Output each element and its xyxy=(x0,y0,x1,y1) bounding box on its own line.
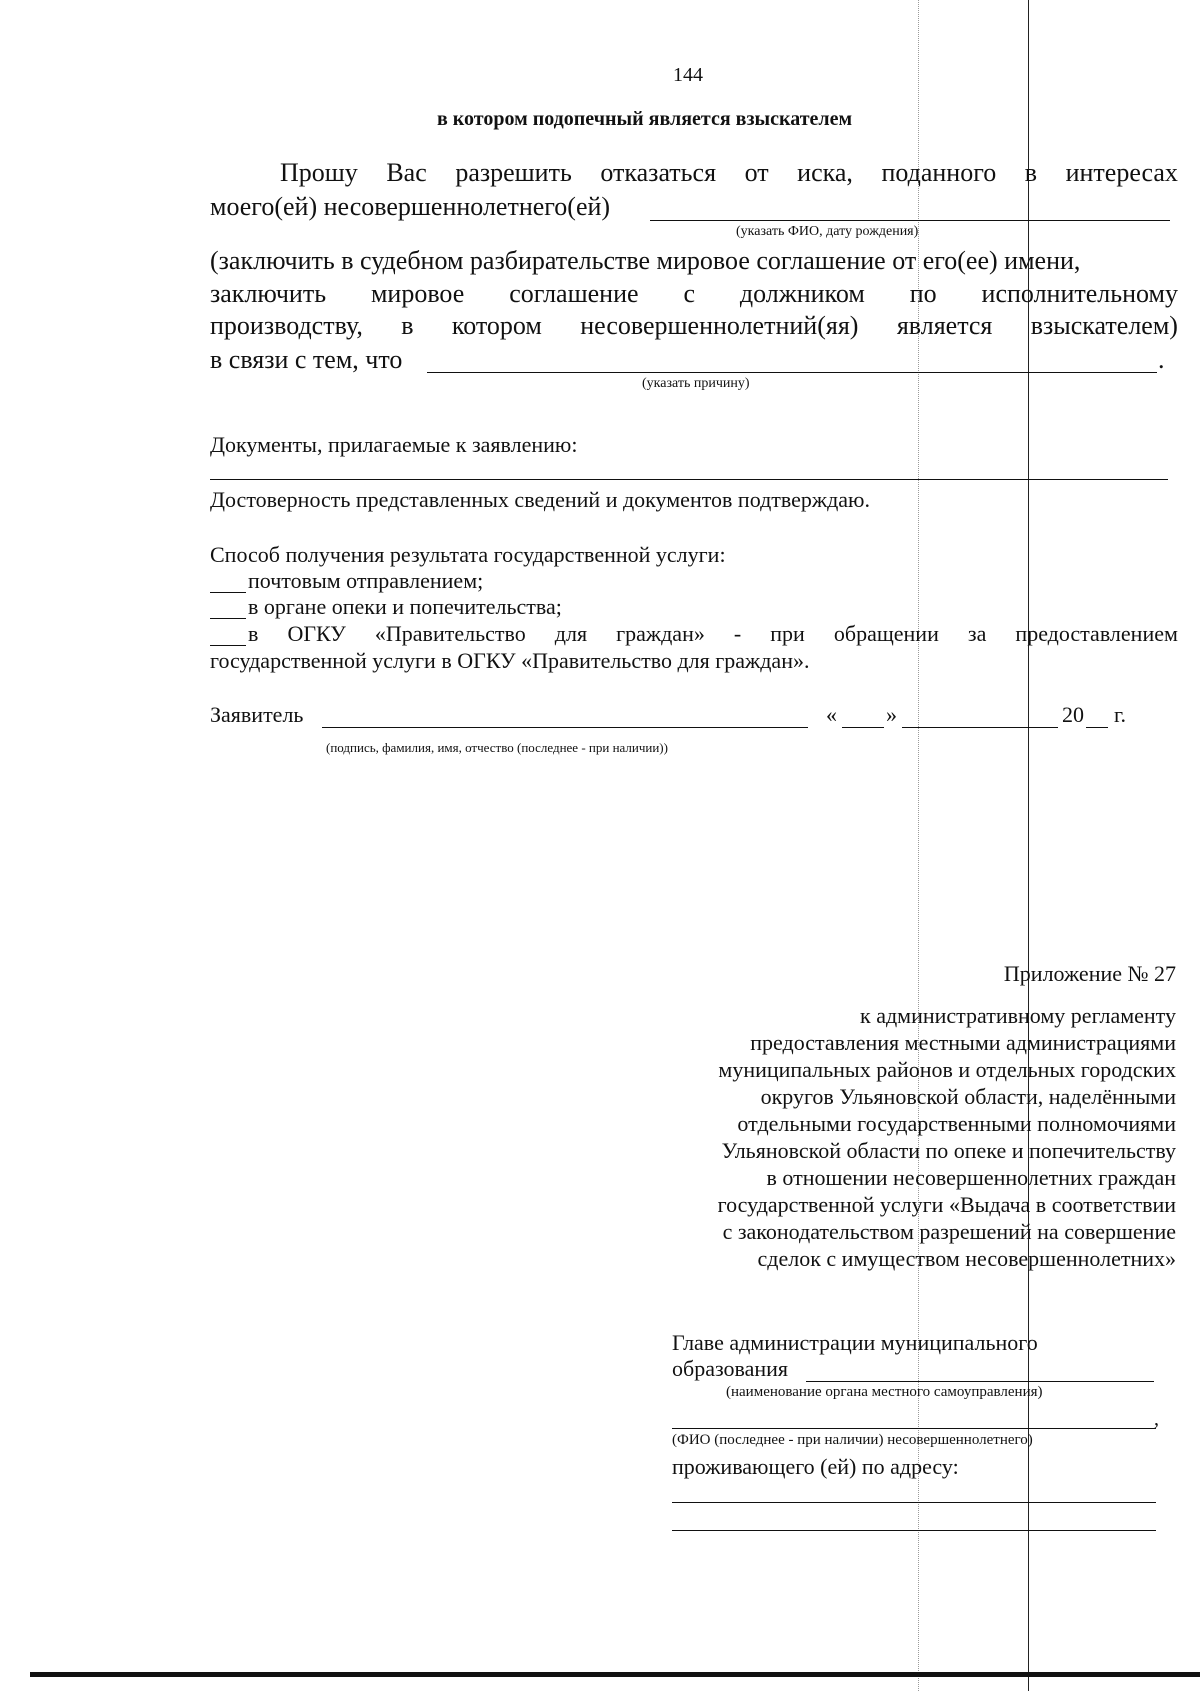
appendix-line-4: округов Ульяновской области, наделёнными xyxy=(760,1084,1176,1109)
appendix-line-10: сделок с имуществом несовершеннолетних» xyxy=(757,1246,1176,1271)
caption-reason: (указать причину) xyxy=(642,376,750,391)
date-year-prefix: 20 xyxy=(1062,702,1084,727)
scan-bottom-border xyxy=(30,1672,1200,1677)
checkbox-blank-guardianship[interactable] xyxy=(210,618,246,619)
request-line-3: (заключить в судебном разбирательстве мировое соглашение от его(ее) имени, xyxy=(210,246,1081,275)
signature-caption: (подпись, фамилия, имя, отчество (последнее - при наличии)) xyxy=(326,740,668,755)
address-blank-line-2[interactable] xyxy=(672,1530,1156,1531)
request-line-6-period: . xyxy=(1158,345,1165,374)
date-quote-close: » xyxy=(886,702,897,727)
checkbox-blank-mail[interactable] xyxy=(210,592,246,593)
reason-blank-line[interactable] xyxy=(427,372,1157,373)
request-line-5: производству, в котором несовершеннолетний(яя) является взыскателем) xyxy=(210,311,1178,340)
fio-minor-blank-line[interactable] xyxy=(672,1428,1156,1429)
delivery-option-guardianship: в органе опеки и попечительства; xyxy=(248,594,562,619)
appendix-line-7: в отношении несовершеннолетних граждан xyxy=(766,1165,1176,1190)
request-line-6: в связи с тем, что xyxy=(210,345,403,374)
appendix-line-1: к административному регламенту xyxy=(860,1003,1176,1028)
delivery-option-ogku-line2: государственной услуги в ОГКУ «Правительство для граждан». xyxy=(210,648,810,673)
request-line-4: заключить мировое соглашение с должником по исполнительному xyxy=(210,279,1178,308)
section-heading: в котором подопечный является взыскателем xyxy=(437,108,853,130)
addressee-line-1: Главе администрации муниципального xyxy=(672,1330,1038,1355)
caption-fio-dob: (указать ФИО, дату рождения) xyxy=(736,224,919,239)
checkbox-blank-ogku[interactable] xyxy=(210,645,246,646)
documents-label: Документы, прилагаемые к заявлению: xyxy=(210,432,578,457)
delivery-option-ogku: в ОГКУ «Правительство для граждан» - при обращении за предоставлением xyxy=(248,621,1178,646)
documents-confirm: Достоверность представленных сведений и документов подтверждаю. xyxy=(210,487,870,512)
appendix-line-6: Ульяновской области по опеке и попечительству xyxy=(721,1138,1176,1163)
delivery-option-mail: почтовым отправлением; xyxy=(248,568,484,593)
addressee-line-2: образования xyxy=(672,1356,789,1381)
date-quote-open: « xyxy=(826,702,837,727)
applicant-signature-line[interactable] xyxy=(322,727,808,728)
fio-comma: , xyxy=(1154,1408,1159,1430)
applicant-label: Заявитель xyxy=(210,702,304,727)
delivery-heading: Способ получения результата государственной услуги: xyxy=(210,542,726,567)
address-blank-line-1[interactable] xyxy=(672,1502,1156,1503)
fio-blank-line[interactable] xyxy=(650,220,1170,221)
appendix-line-9: с законодательством разрешений на совершение xyxy=(722,1219,1176,1244)
documents-blank-line[interactable] xyxy=(210,479,1168,480)
municipality-blank-line[interactable] xyxy=(806,1381,1154,1382)
date-year-suffix: г. xyxy=(1114,702,1127,727)
date-year-blank[interactable] xyxy=(1086,727,1108,728)
request-line-1: Прошу Вас разрешить отказаться от иска, поданного в интересах xyxy=(280,158,1178,187)
appendix-line-2: предоставления местными администрациями xyxy=(750,1030,1176,1055)
request-line-2: моего(ей) несовершеннолетнего(ей) xyxy=(210,192,611,221)
date-month-blank[interactable] xyxy=(902,727,1058,728)
appendix-title: Приложение № 27 xyxy=(1003,961,1176,986)
caption-org-name: (наименование органа местного самоуправления) xyxy=(726,1384,1043,1400)
residing-label: проживающего (ей) по адресу: xyxy=(672,1454,959,1479)
appendix-line-8: государственной услуги «Выдача в соответствии xyxy=(717,1192,1176,1217)
date-day-blank[interactable] xyxy=(842,727,884,728)
appendix-line-3: муниципальных районов и отдельных городских xyxy=(718,1057,1176,1082)
caption-fio-minor: (ФИО (последнее - при наличии) несовершеннолетнего) xyxy=(672,1432,1033,1448)
page-number: 144 xyxy=(673,64,703,86)
appendix-line-5: отдельными государственными полномочиями xyxy=(737,1111,1176,1136)
